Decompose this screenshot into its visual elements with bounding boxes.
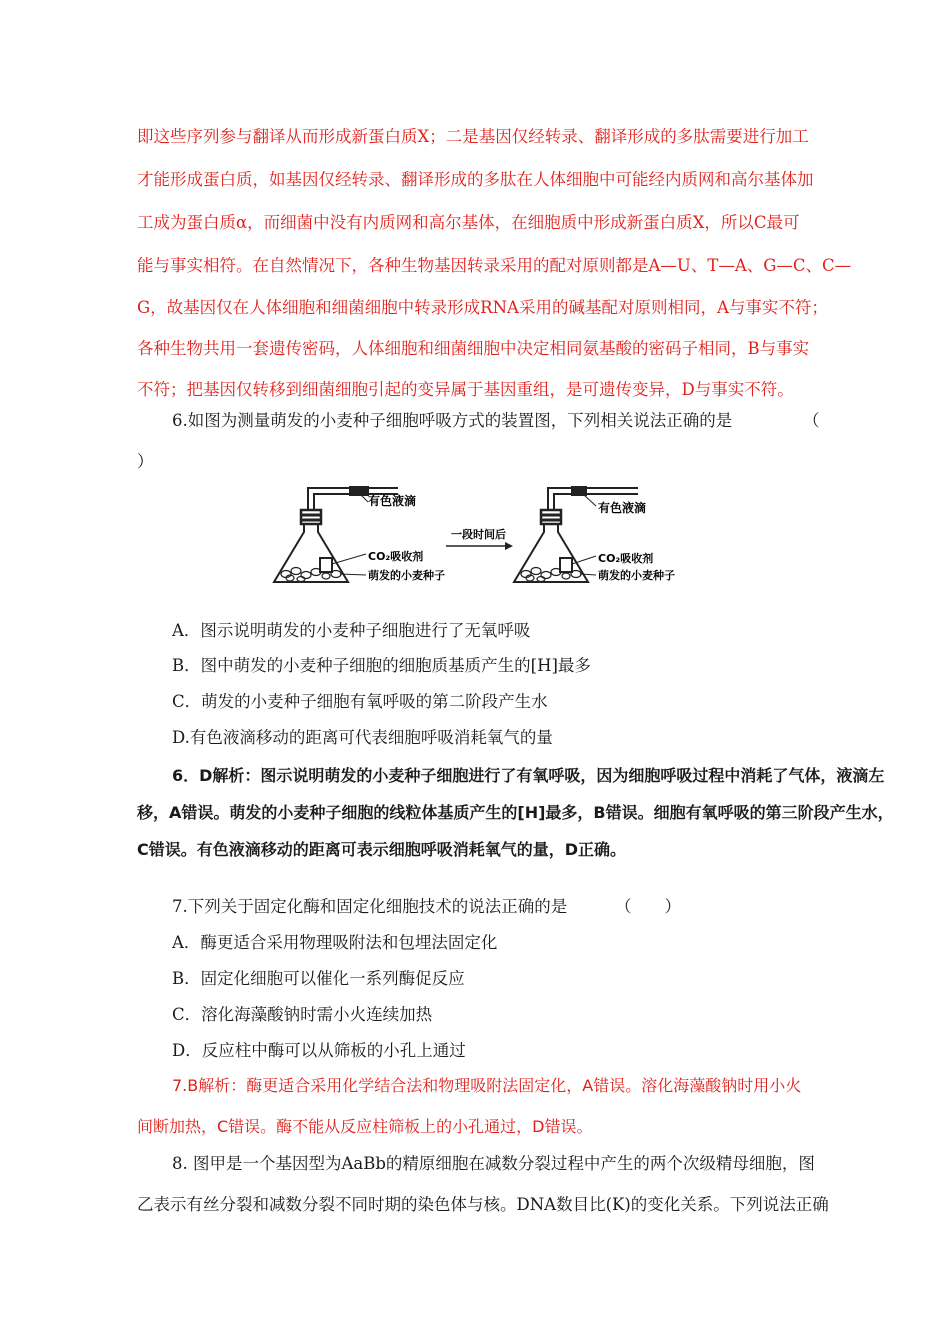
question-7-option-a: A．酶更适合采用物理吸附法和包埋法固定化 — [172, 933, 498, 952]
question-6-option-b: B．图中萌发的小麦种子细胞的细胞质基质产生的[H]最多 — [172, 656, 591, 675]
label-droplet-left: 有色液滴 — [368, 494, 417, 508]
question-6-paren-open: （ — [803, 411, 820, 430]
question-7-analysis-line: 7.B解析：酶更适合采用化学结合法和物理吸附法固定化，A错误。溶化海藻酸钠时用小火 — [172, 1076, 802, 1095]
question-7-option-c: C．溶化海藻酸钠时需小火连续加热 — [172, 1005, 433, 1024]
question-6-analysis-line: 移，A错误。萌发的小麦种子细胞的线粒体基质产生的[H]最多，B错误。细胞有氧呼吸的第三阶段产生水， — [137, 803, 894, 822]
analysis-line: G，故基因仅在人体细胞和细菌细胞中转录形成RNA采用的碱基配对原则相同，A与事实不符； — [137, 298, 828, 317]
absorbent-cup-left — [320, 558, 332, 572]
analysis-line: 不符；把基因仅转移到细菌细胞引起的变异属于基因重组，是可遗传变异，D与事实不符。 — [137, 380, 794, 399]
absorbent-cup-right — [560, 558, 572, 572]
stopper-left — [301, 510, 321, 524]
analysis-line: 各种生物共用一套遗传密码，人体细胞和细菌细胞中决定相同氨基酸的密码子相同，B与事实 — [137, 339, 810, 358]
question-8-stem: 8. 图甲是一个基因型为AaBb的精原细胞在减数分裂过程中产生的两个次级精母细胞，图 — [172, 1154, 815, 1173]
question-7-stem: 7.下列关于固定化酶和固定化细胞技术的说法正确的是 — [172, 897, 568, 916]
analysis-line: 能与事实相符。在自然情况下，各种生物基因转录采用的配对原则都是A—U、T—A、G—C、C— — [137, 256, 852, 275]
label-seeds-right: 萌发的小麦种子 — [598, 569, 675, 582]
question-6-analysis-line: C错误。有色液滴移动的距离可表示细胞呼吸消耗氧气的量，D正确。 — [137, 840, 627, 859]
question-6-stem: 6.如图为测量萌发的小麦种子细胞呼吸方式的装置图，下列相关说法正确的是 — [172, 411, 733, 430]
label-absorbent-right: CO₂吸收剂 — [598, 552, 654, 565]
label-droplet-right: 有色液滴 — [598, 501, 647, 515]
stopper-right — [541, 510, 561, 524]
question-7-paren: （ ） — [615, 897, 681, 916]
label-seeds-left: 萌发的小麦种子 — [368, 569, 445, 582]
droplet-left — [350, 487, 368, 495]
question-6-option-c: C．萌发的小麦种子细胞有氧呼吸的第二阶段产生水 — [172, 692, 548, 711]
droplet-right — [572, 487, 586, 495]
analysis-line: 即这些序列参与翻译从而形成新蛋白质X；二是基因仅经转录、翻译形成的多肽需要进行加工 — [137, 127, 809, 146]
question-6-analysis-line: 6．D解析：图示说明萌发的小麦种子细胞进行了有氧呼吸，因为细胞呼吸过程中消耗了气体，液滴左 — [172, 766, 885, 785]
respiration-apparatus-figure — [268, 474, 724, 592]
question-8-stem: 乙表示有丝分裂和减数分裂不同时期的染色体与核。DNA数目比(K)的变化关系。下列说法正确 — [137, 1195, 829, 1214]
label-absorbent-left: CO₂吸收剂 — [368, 550, 424, 563]
arrow-label: 一段时间后 — [451, 528, 506, 541]
question-7-option-d: D．反应柱中酶可以从筛板的小孔上通过 — [172, 1041, 466, 1060]
analysis-line: 工成为蛋白质α，而细菌中没有内质网和高尔基体，在细胞质中形成新蛋白质X，所以C最可 — [137, 213, 800, 232]
question-7-analysis-line: 间断加热，C错误。酶不能从反应柱筛板上的小孔通过，D错误。 — [137, 1117, 593, 1136]
question-7-option-b: B．固定化细胞可以催化一系列酶促反应 — [172, 969, 465, 988]
question-6-option-a: A．图示说明萌发的小麦种子细胞进行了无氧呼吸 — [172, 621, 531, 640]
question-6-option-d: D.有色液滴移动的距离可代表细胞呼吸消耗氧气的量 — [172, 728, 553, 747]
question-6-paren-close: ） — [137, 452, 154, 471]
analysis-line: 才能形成蛋白质，如基因仅经转录、翻译形成的多肽在人体细胞中可能经内质网和高尔基体加 — [137, 170, 814, 189]
